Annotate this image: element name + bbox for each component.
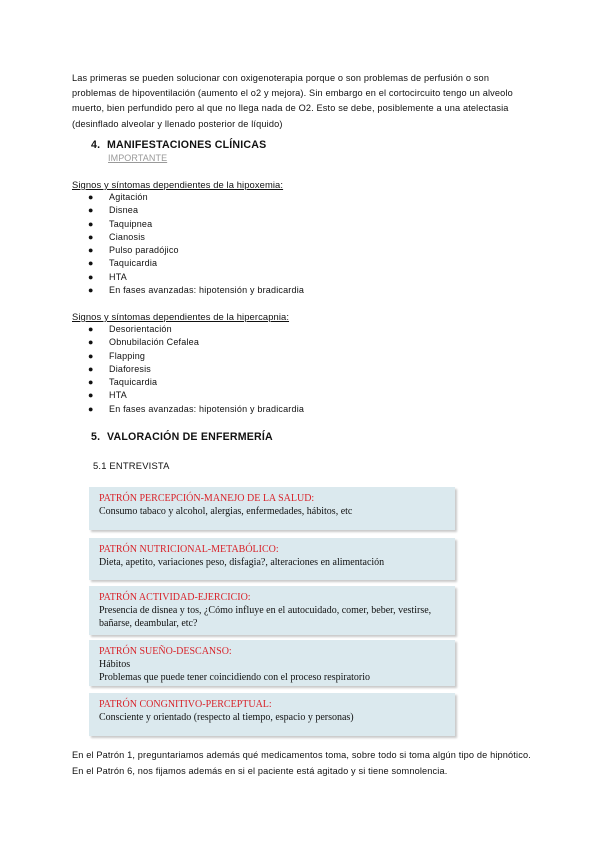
section-5-heading xyxy=(91,431,273,443)
list-item: ● Taquicardia xyxy=(88,376,304,389)
pattern-text: Problemas que puede tener coincidiendo con el proceso respiratorio xyxy=(99,672,371,684)
bullet-icon: ● xyxy=(88,390,94,401)
list-item: ● Agitación xyxy=(88,191,304,204)
pattern-title: PATRÓN PERCEPCIÓN-MANEJO DE LA SALUD: xyxy=(99,493,315,504)
pattern-text: Hábitos xyxy=(99,659,131,671)
section-5-title: VALORACIÓN DE ENFERMERÍA xyxy=(107,431,273,443)
list-item: ● Desorientación xyxy=(88,323,304,336)
list-item: ● Taquipnea xyxy=(88,218,304,231)
intro-paragraph: Las primeras se pueden solucionar con oxigenoterapia porque o son problemas de perfusión o son problemas de hipoventilación (aumento el o2 y mejora). Sin embargo en el cortocircuito tengo un alveolo muerto, bien perfundido pero al que no llega nada de O2. Esto se debe, posiblemente a una atelectasia (desinflado alveolar y llenado posterior de líquido) xyxy=(72,73,513,129)
pattern-box-activity xyxy=(89,586,455,635)
list-item: ● En fases avanzadas: hipotensión y bradicardia xyxy=(88,403,304,416)
pattern-box-health xyxy=(89,487,455,530)
pattern-text: Consumo tabaco y alcohol, alergias, enfermedades, hábitos, etc xyxy=(99,506,353,518)
bullet-icon: ● xyxy=(88,324,94,334)
bullet-icon: ● xyxy=(88,205,94,216)
section-4-number: 4. xyxy=(91,139,101,151)
pattern-box-nutrition xyxy=(89,538,455,580)
list-item: ● HTA xyxy=(88,389,304,402)
bullet-icon: ● xyxy=(88,218,94,229)
bullet-icon: ● xyxy=(88,363,94,374)
bullet-icon: ● xyxy=(88,337,94,348)
pattern-title: PATRÓN CONGNITIVO-PERCEPTUAL: xyxy=(99,699,272,710)
bullet-icon: ● xyxy=(88,192,94,202)
list-item: ● Diaforesis xyxy=(88,363,304,376)
pattern-text: Presencia de disnea y tos, ¿Cómo influye en el autocuidado, comer, beber, vestirse, bañarse, deambular, etc? xyxy=(99,605,432,630)
pattern-text: Dieta, apetito, variaciones peso, disfagia?, alteraciones en alimentación xyxy=(99,557,385,569)
list-item: ● Obnubilación Cefalea xyxy=(88,336,304,349)
pattern-box-sleep xyxy=(89,640,455,686)
pattern-box-cognitive xyxy=(89,693,455,736)
list-item: ● Pulso paradójico xyxy=(88,244,304,257)
bullet-icon: ● xyxy=(88,258,94,269)
hypoxemia-list xyxy=(88,191,304,297)
list-item: ● Taquicardia xyxy=(88,257,304,270)
bullet-icon: ● xyxy=(88,285,94,296)
section-4-heading xyxy=(91,139,266,151)
list-item: ● Flapping xyxy=(88,350,304,363)
hypercapnia-list xyxy=(88,323,304,416)
bullet-icon: ● xyxy=(88,231,94,242)
pattern-title: PATRÓN SUEÑO-DESCANSO: xyxy=(99,646,232,657)
closing-paragraph: En el Patrón 1, preguntariamos además qué medicamentos toma, sobre todo si toma algún tipo de hipnótico. En el Patrón 6, nos fijamos además en si el paciente está agitado y si tiene somnolencia. xyxy=(72,750,531,777)
list-item: ● HTA xyxy=(88,271,304,284)
bullet-icon: ● xyxy=(88,377,94,388)
hypoxemia-list-title: Signos y síntomas dependientes de la hipoxemia: xyxy=(72,179,284,190)
bullet-icon: ● xyxy=(88,245,94,256)
pattern-text: Consciente y orientado (respecto al tiempo, espacio y personas) xyxy=(99,712,354,724)
pattern-title: PATRÓN ACTIVIDAD-EJERCICIO: xyxy=(99,592,251,603)
list-item: ● Disnea xyxy=(88,204,304,217)
bullet-icon: ● xyxy=(88,350,94,361)
bullet-icon: ● xyxy=(88,271,94,282)
section-5-number: 5. xyxy=(91,431,101,443)
bullet-icon: ● xyxy=(88,403,94,414)
pattern-title: PATRÓN NUTRICIONAL-METABÓLICO: xyxy=(99,544,279,555)
section-4-title: MANIFESTACIONES CLÍNICAS xyxy=(107,139,267,151)
hypercapnia-list-title: Signos y síntomas dependientes de la hipercapnia: xyxy=(72,311,290,322)
list-item: ● En fases avanzadas: hipotensión y bradicardia xyxy=(88,284,304,297)
important-note: IMPORTANTE xyxy=(108,153,168,163)
list-item: ● Cianosis xyxy=(88,231,304,244)
subsection-interview: 5.1 ENTREVISTA xyxy=(93,460,170,471)
